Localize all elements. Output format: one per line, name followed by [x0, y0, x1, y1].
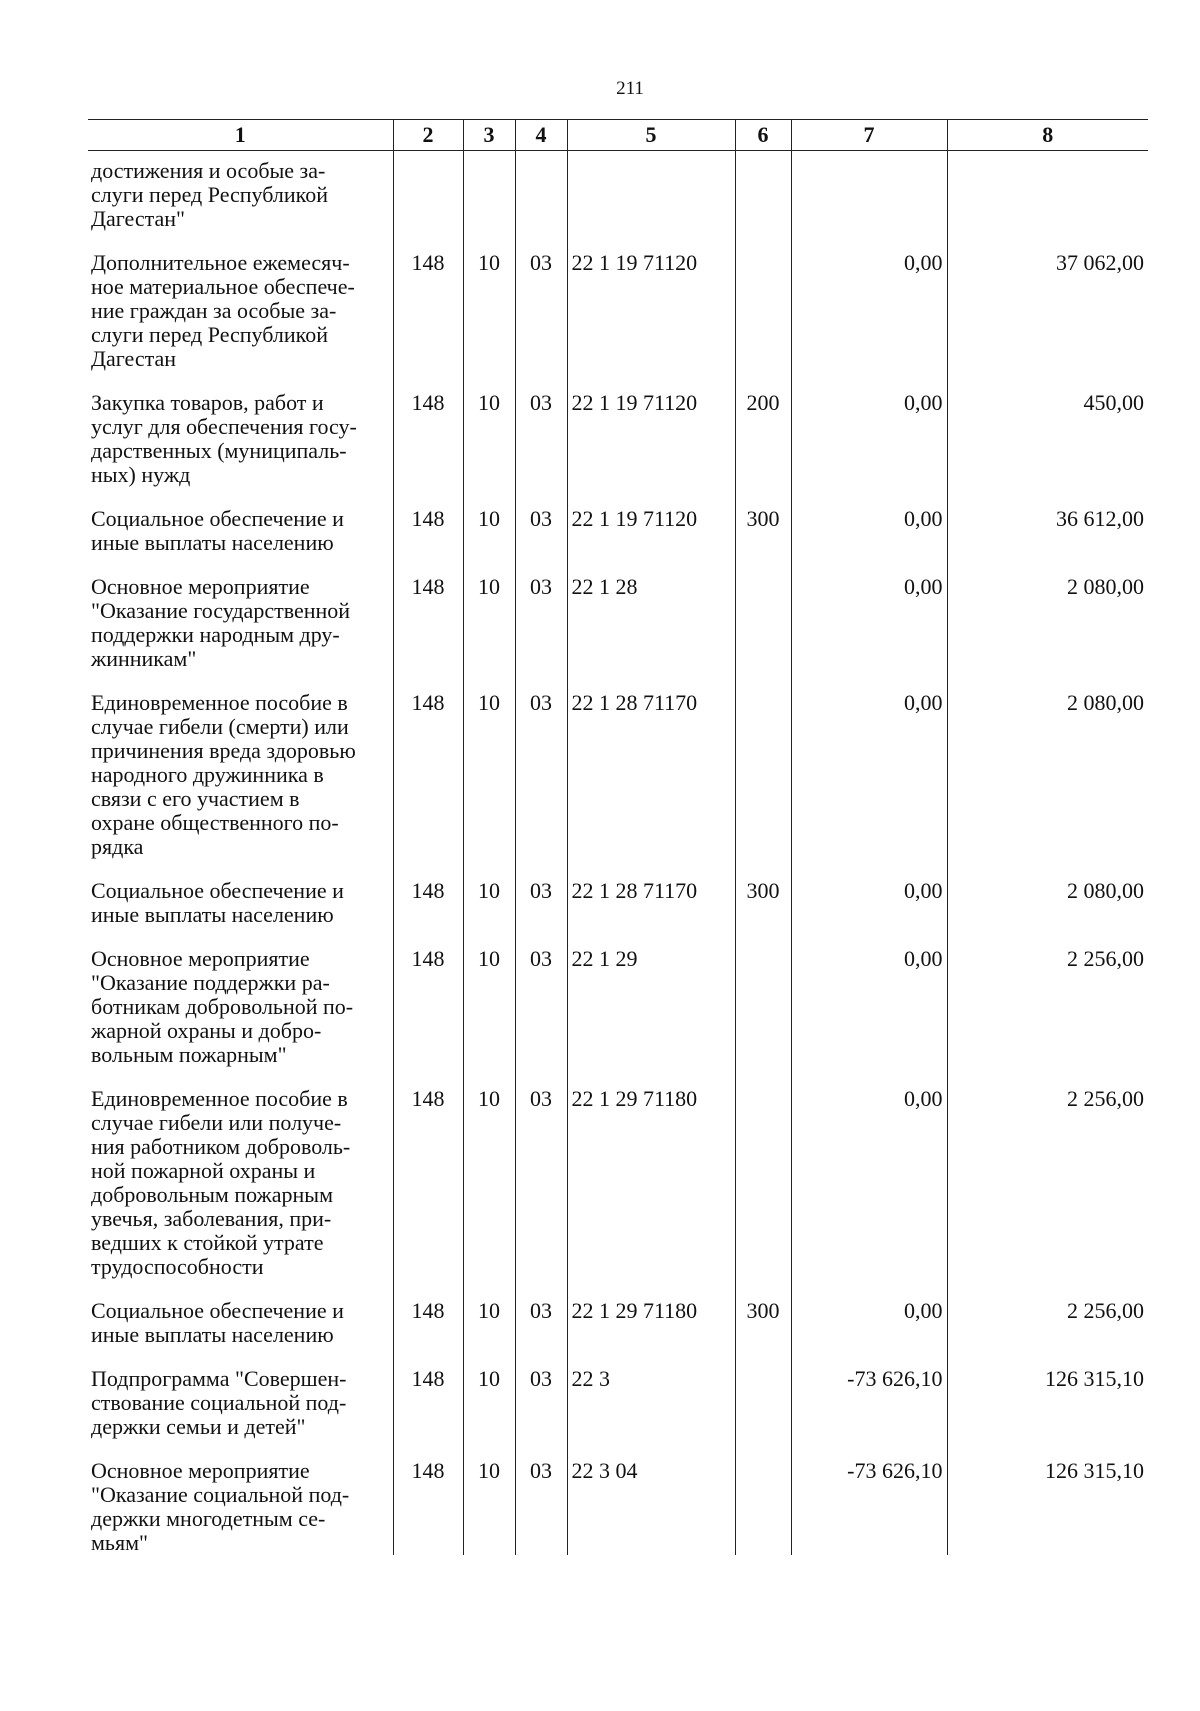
section-code-cell: 10	[463, 251, 515, 391]
expense-type-cell: 300	[735, 507, 791, 575]
section-code-cell: 10	[463, 507, 515, 575]
table-row	[88, 879, 1148, 947]
subsection-code-cell: 03	[515, 391, 567, 507]
subsection-code-cell: 03	[515, 691, 567, 879]
target-article-cell	[567, 151, 735, 252]
change-amount-cell	[791, 151, 947, 252]
row-name-cell: Основное мероприятие "Оказание государственной поддержки народным дру- жинникам"	[91, 574, 351, 671]
section-code-cell: 10	[463, 1459, 515, 1555]
target-article-cell: 22 1 19 71120	[567, 251, 735, 391]
total-amount-cell: 2 080,00	[947, 879, 1148, 947]
ministry-code-cell: 148	[393, 947, 463, 1087]
expense-type-cell	[735, 947, 791, 1087]
table-row	[88, 1367, 1148, 1459]
table-row	[88, 391, 1148, 507]
target-article-cell: 22 1 29 71180	[567, 1087, 735, 1299]
ministry-code-cell: 148	[393, 507, 463, 575]
expense-type-cell	[735, 691, 791, 879]
ministry-code-cell: 148	[393, 1087, 463, 1299]
target-article-cell: 22 1 28 71170	[567, 879, 735, 947]
ministry-code-cell: 148	[393, 251, 463, 391]
row-name-cell: Дополнительное ежемесяч- ное материальное обеспече- ние граждан за особые за- слуги перед Республикой Дагестан	[91, 250, 355, 371]
target-article-cell: 22 1 29	[567, 947, 735, 1087]
expense-type-cell	[735, 1459, 791, 1555]
subsection-code-cell: 03	[515, 251, 567, 391]
subsection-code-cell: 03	[515, 1299, 567, 1367]
expense-type-cell: 300	[735, 1299, 791, 1367]
column-header: 3	[463, 120, 515, 151]
section-code-cell: 10	[463, 1367, 515, 1459]
expense-type-cell	[735, 1367, 791, 1459]
row-name-cell: Единовременное пособие в случае гибели (смерти) или причинения вреда здоровью народного дружинника в связи с его участием в охране общественного по- рядка	[91, 690, 356, 859]
ministry-code-cell: 148	[393, 691, 463, 879]
expense-type-cell	[735, 575, 791, 691]
row-name-cell: достижения и особые за- слуги перед Республикой Дагестан"	[91, 158, 328, 231]
table-row	[88, 575, 1148, 691]
total-amount-cell: 2 256,00	[947, 1087, 1148, 1299]
row-name-cell: Единовременное пособие в случае гибели или получе- ния работником доброволь- ной пожарной охраны и добровольным пожарным увечья, заболевания, при- ведших к стойкой утрате трудоспособности	[91, 1086, 351, 1279]
target-article-cell: 22 1 28 71170	[567, 691, 735, 879]
section-code-cell: 10	[463, 391, 515, 507]
subsection-code-cell: 03	[515, 1367, 567, 1459]
subsection-code-cell: 03	[515, 947, 567, 1087]
row-name-cell: Социальное обеспечение и иные выплаты населению	[91, 1298, 344, 1347]
total-amount-cell: 2 256,00	[947, 947, 1148, 1087]
column-header: 6	[735, 120, 791, 151]
change-amount-cell: -73 626,10	[791, 1459, 947, 1555]
change-amount-cell: 0,00	[791, 507, 947, 575]
table-header-row	[88, 120, 1148, 151]
ministry-code-cell: 148	[393, 1367, 463, 1459]
row-name-cell: Социальное обеспечение и иные выплаты населению	[91, 878, 344, 927]
section-code-cell: 10	[463, 575, 515, 691]
table-row	[88, 507, 1148, 575]
column-header: 7	[791, 120, 947, 151]
column-header: 1	[88, 120, 393, 151]
expense-type-cell	[735, 1087, 791, 1299]
table-row	[88, 251, 1148, 391]
total-amount-cell: 126 315,10	[947, 1459, 1148, 1555]
target-article-cell: 22 3 04	[567, 1459, 735, 1555]
table-row	[88, 691, 1148, 879]
row-name-cell: Основное мероприятие "Оказание поддержки ра- ботникам добровольной по- жарной охраны и добро- вольным пожарным"	[91, 946, 354, 1067]
change-amount-cell: 0,00	[791, 947, 947, 1087]
expense-type-cell: 200	[735, 391, 791, 507]
total-amount-cell: 2 256,00	[947, 1299, 1148, 1367]
column-header: 2	[393, 120, 463, 151]
subsection-code-cell: 03	[515, 1459, 567, 1555]
column-header: 8	[947, 120, 1148, 151]
total-amount-cell: 2 080,00	[947, 575, 1148, 691]
subsection-code-cell: 03	[515, 1087, 567, 1299]
total-amount-cell	[947, 151, 1148, 252]
total-amount-cell: 2 080,00	[947, 691, 1148, 879]
row-name-cell: Подпрограмма "Совершен- ствование социальной под- держки семьи и детей"	[91, 1366, 347, 1439]
change-amount-cell: 0,00	[791, 879, 947, 947]
change-amount-cell: -73 626,10	[791, 1367, 947, 1459]
ministry-code-cell: 148	[393, 879, 463, 947]
change-amount-cell: 0,00	[791, 251, 947, 391]
total-amount-cell: 37 062,00	[947, 251, 1148, 391]
table-row	[88, 1299, 1148, 1367]
change-amount-cell: 0,00	[791, 1299, 947, 1367]
subsection-code-cell	[515, 151, 567, 252]
row-name-cell: Закупка товаров, работ и услуг для обеспечения госу- дарственных (муниципаль- ных) нужд	[91, 390, 357, 487]
page-number: 211	[616, 78, 644, 99]
target-article-cell: 22 3	[567, 1367, 735, 1459]
section-code-cell: 10	[463, 879, 515, 947]
column-header: 5	[567, 120, 735, 151]
ministry-code-cell	[393, 151, 463, 252]
target-article-cell: 22 1 28	[567, 575, 735, 691]
ministry-code-cell: 148	[393, 575, 463, 691]
expense-type-cell	[735, 251, 791, 391]
table-row	[88, 1087, 1148, 1299]
expense-type-cell	[735, 151, 791, 252]
target-article-cell: 22 1 19 71120	[567, 391, 735, 507]
target-article-cell: 22 1 29 71180	[567, 1299, 735, 1367]
ministry-code-cell: 148	[393, 1459, 463, 1555]
change-amount-cell: 0,00	[791, 391, 947, 507]
table-row	[88, 947, 1148, 1087]
section-code-cell	[463, 151, 515, 252]
table-row	[88, 151, 1148, 252]
expense-type-cell: 300	[735, 879, 791, 947]
change-amount-cell: 0,00	[791, 691, 947, 879]
total-amount-cell: 36 612,00	[947, 507, 1148, 575]
section-code-cell: 10	[463, 1299, 515, 1367]
subsection-code-cell: 03	[515, 879, 567, 947]
total-amount-cell: 450,00	[947, 391, 1148, 507]
change-amount-cell: 0,00	[791, 1087, 947, 1299]
subsection-code-cell: 03	[515, 507, 567, 575]
row-name-cell: Основное мероприятие "Оказание социальной под- держки многодетным се- мьям"	[91, 1458, 350, 1555]
total-amount-cell: 126 315,10	[947, 1367, 1148, 1459]
target-article-cell: 22 1 19 71120	[567, 507, 735, 575]
ministry-code-cell: 148	[393, 1299, 463, 1367]
section-code-cell: 10	[463, 1087, 515, 1299]
table-body	[88, 151, 1148, 1556]
subsection-code-cell: 03	[515, 575, 567, 691]
ministry-code-cell: 148	[393, 391, 463, 507]
budget-table	[88, 119, 1148, 1555]
column-header: 4	[515, 120, 567, 151]
row-name-cell: Социальное обеспечение и иные выплаты населению	[91, 506, 344, 555]
table-row	[88, 1459, 1148, 1555]
budget-table-container	[88, 119, 1148, 1555]
change-amount-cell: 0,00	[791, 575, 947, 691]
section-code-cell: 10	[463, 947, 515, 1087]
section-code-cell: 10	[463, 691, 515, 879]
